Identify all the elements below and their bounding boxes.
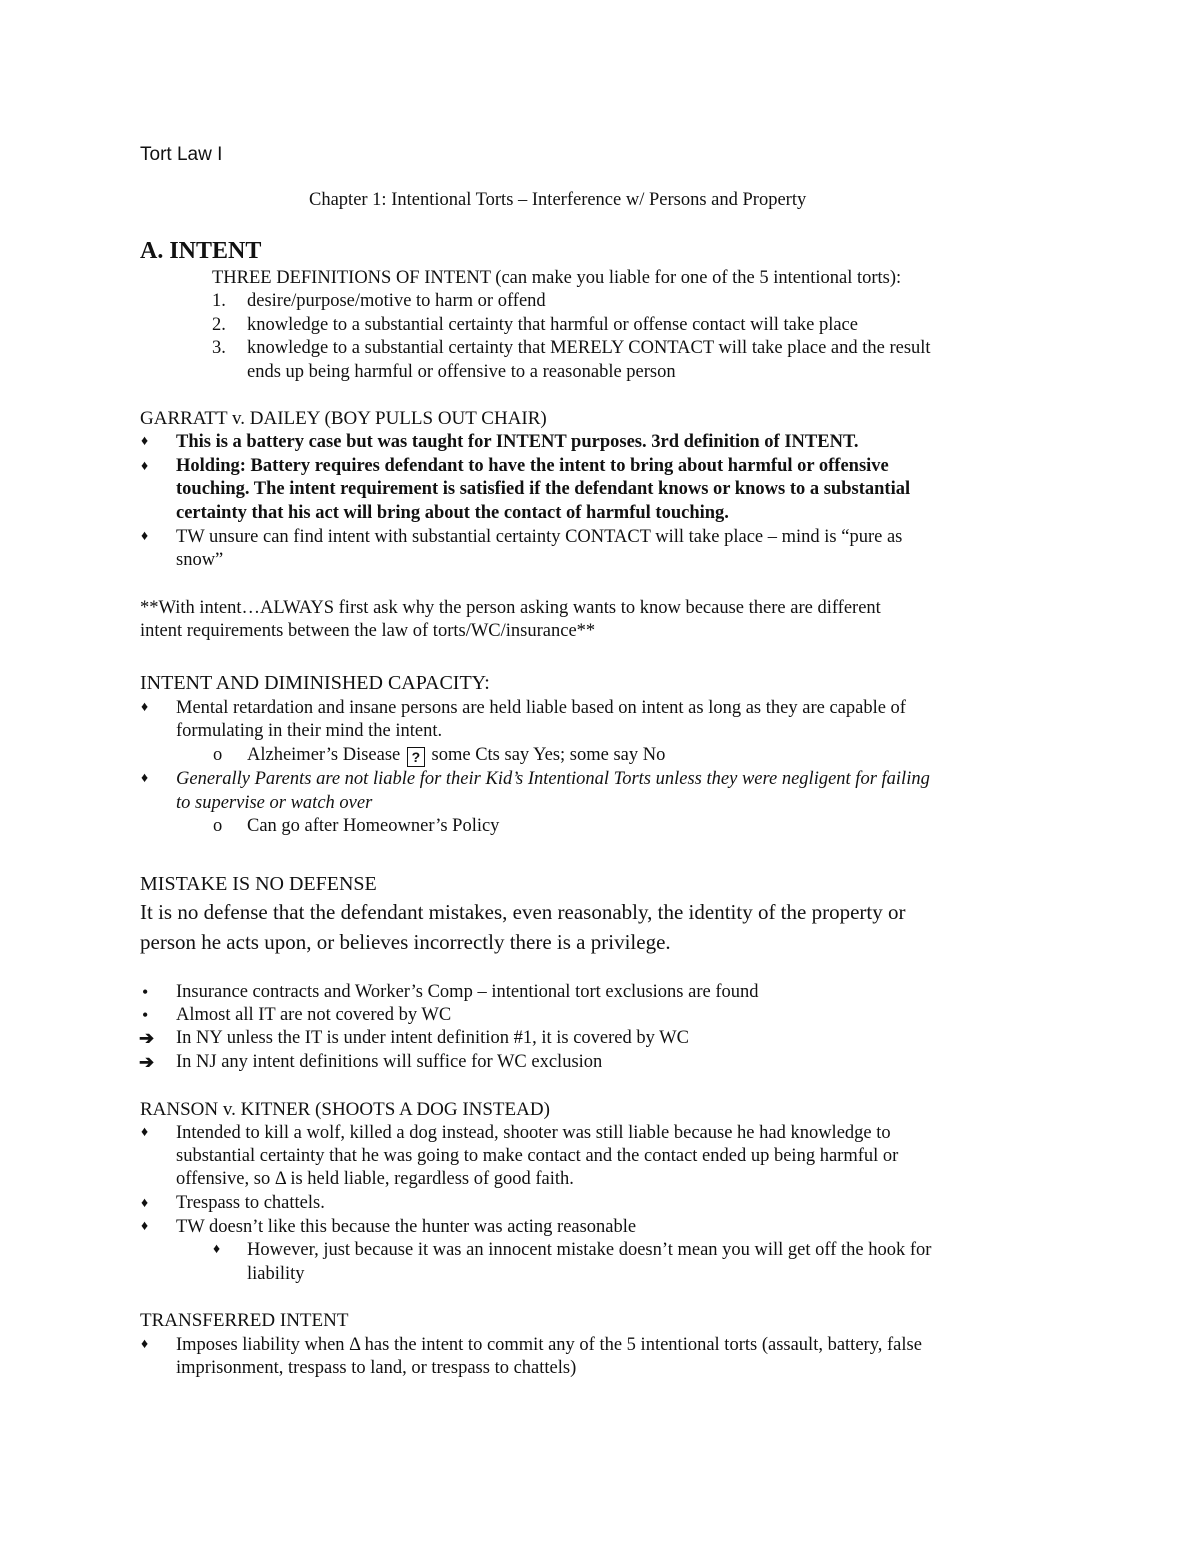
bullet-text: touching. The intent requirement is satisfied if the defendant knows or knows to a substantial xyxy=(176,479,911,499)
intent-intro: THREE DEFINITIONS OF INTENT (can make you liable for one of the 5 intentional torts): xyxy=(212,268,902,288)
bullet-text: Holding: Battery requires defendant to have the intent to bring about harmful or offensive xyxy=(176,456,889,476)
sub-bullet-text: liability xyxy=(247,1264,305,1284)
case-heading: GARRATT v. DAILEY (BOY PULLS OUT CHAIR) xyxy=(140,408,547,429)
mistake-paragraph: person he acts upon, or believes incorrectly there is a privilege. xyxy=(140,930,671,954)
note-text: intent requirements between the law of torts/WC/insurance** xyxy=(140,621,596,641)
sub-bullet-text-a: Alzheimer’s Disease xyxy=(247,745,401,765)
chapter-title: Chapter 1: Intentional Torts – Interference w/ Persons and Property xyxy=(309,190,807,210)
diamond-bullet-icon: ♦ xyxy=(141,1337,149,1352)
arrow-bullet-icon: ➔ xyxy=(139,1052,155,1072)
bullet-text: Intended to kill a wolf, killed a dog instead, shooter was still liable because he had knowledge to xyxy=(176,1123,891,1143)
bullet-text: to supervise or watch over xyxy=(176,793,373,813)
bullet-text: Mental retardation and insane persons are held liable based on intent as long as they are capable of xyxy=(176,698,906,718)
sub-bullet-marker: o xyxy=(213,745,223,765)
question-box-icon: ? xyxy=(407,747,425,767)
definition-item: knowledge to a substantial certainty that harmful or offense contact will take place xyxy=(247,315,858,335)
bullet-text: TW doesn’t like this because the hunter was acting reasonable xyxy=(176,1217,637,1237)
definition-item-continued: ends up being harmful or offensive to a reasonable person xyxy=(247,362,676,382)
definition-item: desire/purpose/motive to harm or offend xyxy=(247,291,546,311)
section-heading: INTENT AND DIMINISHED CAPACITY: xyxy=(140,672,490,694)
list-number: 3. xyxy=(212,338,226,358)
bullet-dot-icon: • xyxy=(142,982,149,1002)
list-number: 2. xyxy=(212,315,226,335)
section-heading: A. INTENT xyxy=(140,238,262,264)
diamond-bullet-icon: ♦ xyxy=(141,771,149,786)
list-item: Insurance contracts and Worker’s Comp – intentional tort exclusions are found xyxy=(176,982,759,1002)
definition-item: knowledge to a substantial certainty that MERELY CONTACT will take place and the result xyxy=(247,338,931,358)
sub-bullet-text: However, just because it was an innocent mistake doesn’t mean you will get off the hook for xyxy=(247,1240,932,1260)
mistake-paragraph: It is no defense that the defendant mistakes, even reasonably, the identity of the property or xyxy=(140,900,906,924)
bullet-text: TW unsure can find intent with substantial certainty CONTACT will take place – mind is “pure as xyxy=(176,527,903,547)
diamond-bullet-icon: ♦ xyxy=(141,1219,149,1234)
diamond-bullet-icon: ♦ xyxy=(213,1242,221,1257)
bullet-text: snow” xyxy=(176,550,224,570)
bullet-text: formulating in their mind the intent. xyxy=(176,721,443,741)
list-item: In NY unless the IT is under intent definition #1, it is covered by WC xyxy=(176,1028,689,1048)
bullet-text: Trespass to chattels. xyxy=(176,1193,325,1213)
doc-title: Tort Law I xyxy=(140,144,223,165)
diamond-bullet-icon: ♦ xyxy=(141,1196,149,1211)
list-number: 1. xyxy=(212,291,226,311)
bullet-text: certainty that his act will bring about the contact of harmful touching. xyxy=(176,503,729,523)
bullet-text: substantial certainty that he was going to make contact and the contact ended up being harmful or xyxy=(176,1146,899,1166)
bullet-text: Imposes liability when Δ has the intent to commit any of the 5 intentional torts (assault, battery, false xyxy=(176,1335,922,1355)
section-heading: TRANSFERRED INTENT xyxy=(140,1310,349,1331)
diamond-bullet-icon: ♦ xyxy=(141,529,149,544)
list-item: In NJ any intent definitions will suffice for WC exclusion xyxy=(176,1052,603,1072)
bullet-text: offensive, so Δ is held liable, regardless of good faith. xyxy=(176,1169,574,1189)
sub-bullet-text: Can go after Homeowner’s Policy xyxy=(247,816,500,836)
section-heading: MISTAKE IS NO DEFENSE xyxy=(140,873,377,895)
bullet-text: imprisonment, trespass to land, or trespass to chattels) xyxy=(176,1358,577,1378)
bullet-text: This is a battery case but was taught for INTENT purposes. 3rd definition of INTENT. xyxy=(176,432,859,452)
diamond-bullet-icon: ♦ xyxy=(141,434,149,449)
sub-bullet-marker: o xyxy=(213,816,223,836)
note-text: **With intent…ALWAYS first ask why the person asking wants to know because there are different xyxy=(140,598,881,618)
diamond-bullet-icon: ♦ xyxy=(141,459,149,474)
arrow-bullet-icon: ➔ xyxy=(139,1028,155,1048)
sub-bullet-text xyxy=(247,744,665,767)
list-item: Almost all IT are not covered by WC xyxy=(176,1005,452,1025)
case-heading: RANSON v. KITNER (SHOOTS A DOG INSTEAD) xyxy=(140,1099,550,1120)
diamond-bullet-icon: ♦ xyxy=(141,700,149,715)
bullet-text: Generally Parents are not liable for their Kid’s Intentional Torts unless they were negligent for failing xyxy=(176,769,930,789)
sub-bullet-text-b: some Cts say Yes; some say No xyxy=(431,745,666,765)
diamond-bullet-icon: ♦ xyxy=(141,1125,149,1140)
bullet-dot-icon: • xyxy=(142,1005,149,1025)
